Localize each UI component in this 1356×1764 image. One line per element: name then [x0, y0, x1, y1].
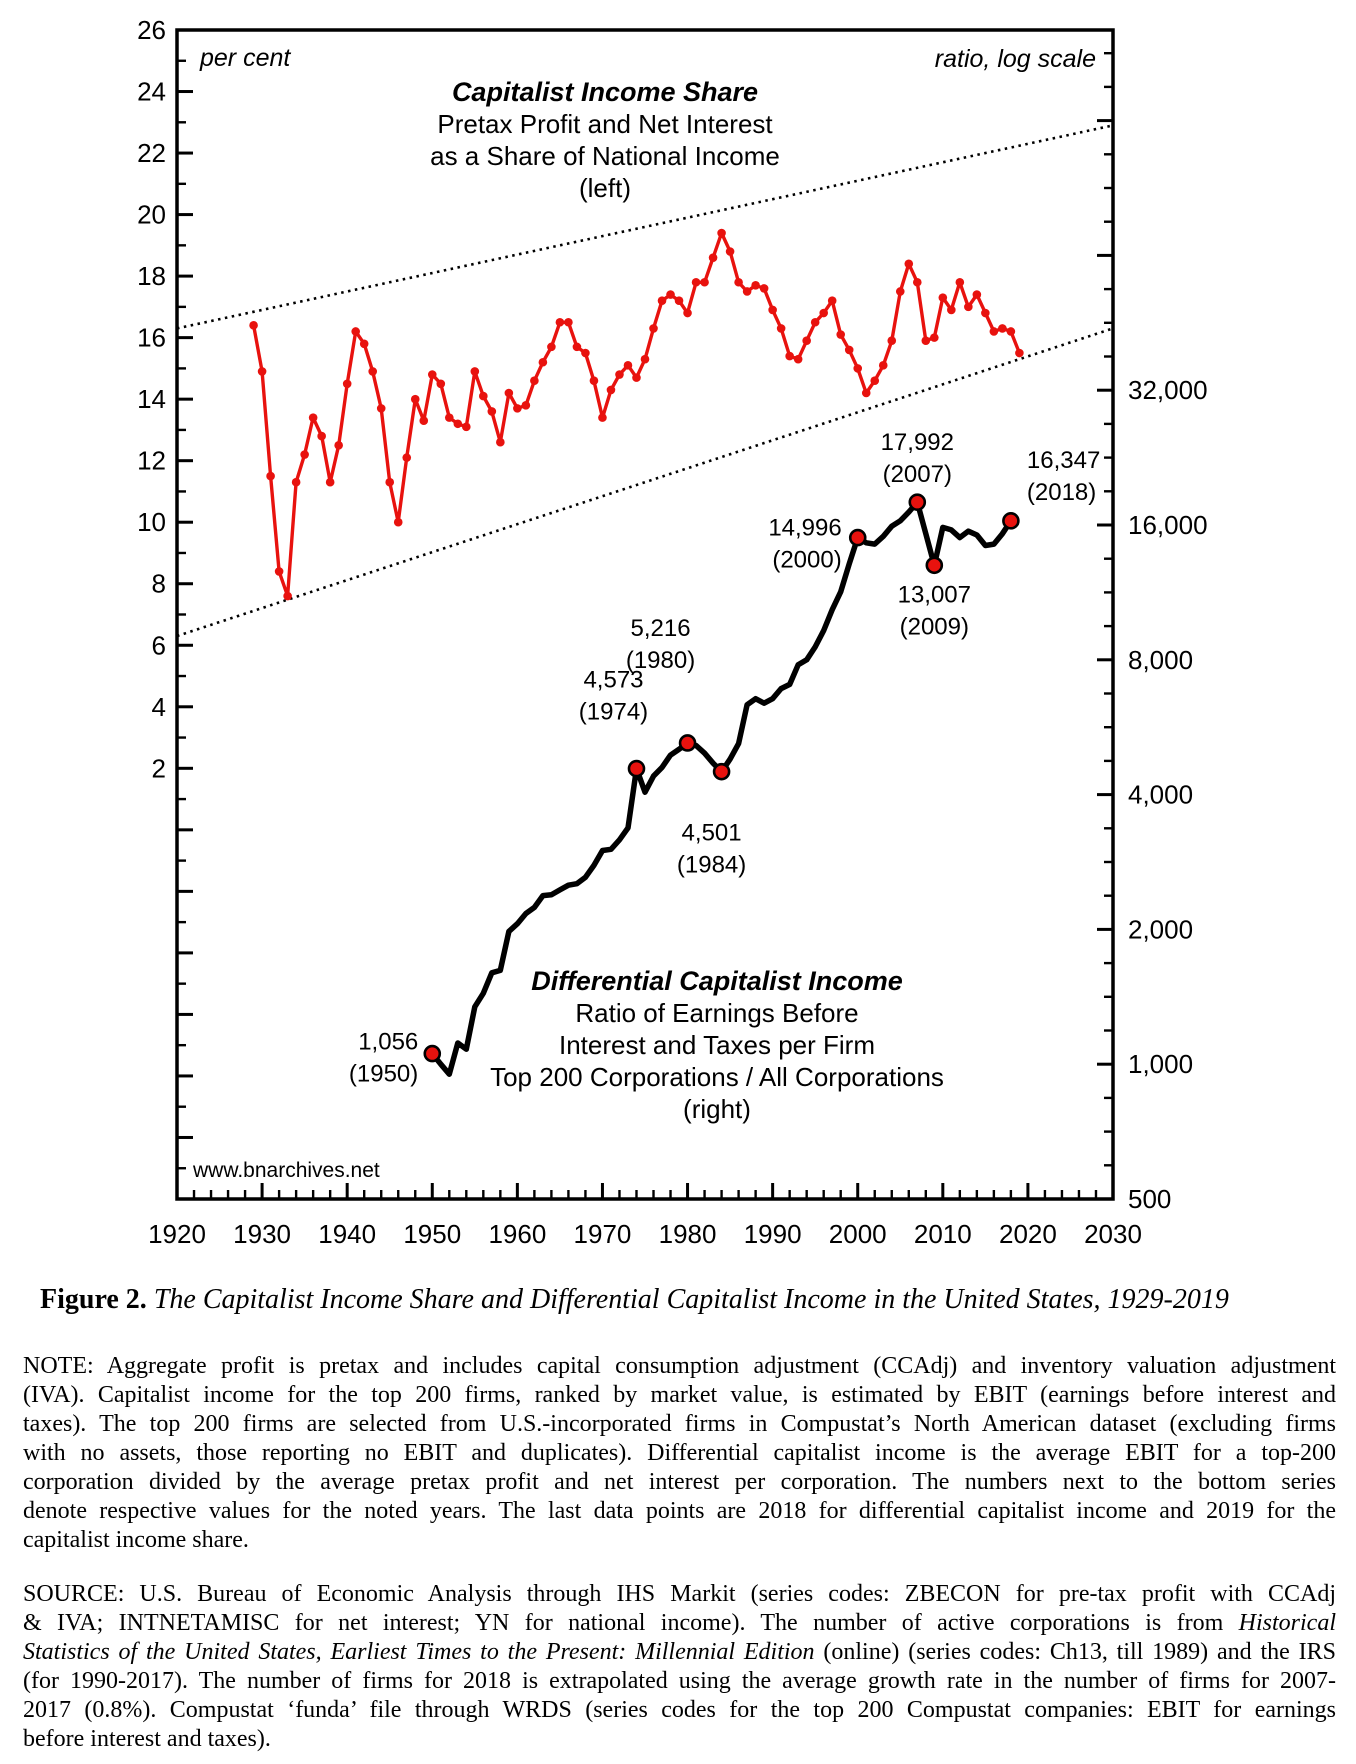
- data-point: [785, 352, 794, 361]
- data-point: [845, 346, 854, 355]
- note-segment: taxes). The top 200 firms are selected from U.S.-incorporated firms in Compustat’s North American dataset (excluding firms: [23, 1411, 1336, 1437]
- source-paragraph: [23, 1580, 1336, 1754]
- annotation-2000: 14,996: [768, 514, 842, 542]
- data-point: [794, 355, 803, 364]
- note-line: [23, 1439, 1336, 1468]
- data-point: [862, 389, 871, 398]
- left-axis-ticks: [137, 15, 193, 1199]
- data-point: [283, 592, 292, 601]
- data-point: [649, 324, 658, 333]
- right-axis-label: 8,000: [1128, 644, 1194, 675]
- data-point: [658, 296, 667, 305]
- right-series-title-line: Interest and Taxes per Firm: [559, 1030, 875, 1060]
- right-series-title-block: [490, 966, 944, 1124]
- source-segment: (for 1990-2017). The number of firms for 2018 is extrapolated using the average growth rate in the number of firms for 2007-: [23, 1668, 1336, 1694]
- data-point: [505, 389, 514, 398]
- note-line: [23, 1381, 1336, 1410]
- data-point: [479, 392, 488, 401]
- labeled-data-point: [850, 530, 865, 545]
- data-point: [411, 395, 420, 404]
- right-axis-label: 32,000: [1128, 375, 1208, 406]
- annotation-2000: (2000): [772, 546, 842, 574]
- annotation-2009: (2009): [899, 613, 969, 641]
- data-point: [462, 423, 471, 432]
- figure-caption: [40, 1284, 1340, 1316]
- data-point: [632, 373, 641, 382]
- data-point: [368, 367, 377, 376]
- data-point: [624, 361, 633, 370]
- data-point: [947, 306, 956, 315]
- annotation-2018: (2018): [1026, 478, 1097, 506]
- data-point: [811, 318, 820, 327]
- labeled-data-point: [927, 558, 942, 573]
- data-point: [436, 379, 445, 388]
- left-series-title-block: [430, 77, 780, 203]
- data-point: [258, 367, 267, 376]
- source-line: [23, 1609, 1336, 1638]
- data-point: [751, 281, 760, 290]
- data-point: [488, 407, 497, 416]
- data-point: [360, 339, 369, 348]
- x-axis-label: 1960: [488, 1219, 547, 1249]
- data-point: [726, 247, 735, 256]
- labeled-data-point: [1003, 513, 1018, 528]
- data-point: [760, 284, 769, 293]
- source-segment: 2017 (0.8%). Compustat ‘funda’ file through WRDS (series codes for the top 200 Compustat companies: EBIT for earnings: [23, 1697, 1336, 1723]
- source-line: [23, 1696, 1336, 1725]
- data-point: [547, 343, 556, 352]
- x-axis-ticks: [148, 1183, 1142, 1249]
- data-point: [777, 324, 786, 333]
- note-segment: NOTE: Aggregate profit is pretax and includes capital consumption adjustment (CCAdj) and inventory valuation adjustment: [23, 1353, 1336, 1379]
- x-axis-label: 1980: [658, 1219, 717, 1249]
- left-axis-label: 16: [137, 322, 166, 353]
- data-point: [870, 376, 879, 385]
- data-point: [564, 318, 573, 327]
- left-series-title-line: (left): [579, 173, 631, 203]
- data-point: [522, 401, 531, 410]
- x-axis-label: 2030: [1084, 1219, 1142, 1249]
- data-point: [309, 413, 318, 422]
- data-point: [956, 278, 965, 287]
- labeled-data-point: [910, 495, 925, 510]
- data-point: [853, 364, 862, 373]
- trend-channel-lower-line: [177, 328, 1113, 636]
- data-point: [802, 336, 811, 345]
- note-segment: (IVA). Capitalist income for the top 200 firms, ranked by market value, is estimated by EBIT (earnings before interest and: [23, 1382, 1336, 1408]
- source-line: [23, 1667, 1336, 1696]
- right-axis-label: 2,000: [1128, 914, 1194, 945]
- x-axis-label: 1930: [233, 1219, 292, 1249]
- data-point: [819, 309, 828, 318]
- data-point: [249, 321, 258, 330]
- x-axis-label: 1990: [743, 1219, 802, 1249]
- data-point: [700, 278, 709, 287]
- data-point: [1015, 349, 1024, 358]
- x-axis-label: 2000: [828, 1219, 887, 1249]
- left-series-title-line: as a Share of National Income: [430, 141, 780, 171]
- data-point: [683, 309, 692, 318]
- data-point: [343, 379, 352, 388]
- data-point: [922, 336, 931, 345]
- data-point: [471, 367, 480, 376]
- annotation-2007: (2007): [882, 461, 952, 489]
- data-point: [598, 413, 607, 422]
- x-axis-label: 2020: [998, 1219, 1057, 1249]
- labeled-data-point: [714, 764, 729, 779]
- data-point: [317, 432, 326, 441]
- data-point: [454, 419, 463, 428]
- data-point: [334, 441, 343, 450]
- x-axis-label: 1970: [573, 1219, 632, 1249]
- data-point: [539, 358, 548, 367]
- data-point: [743, 287, 752, 296]
- left-axis-label: 6: [151, 630, 166, 661]
- right-axis-label: 16,000: [1128, 510, 1208, 540]
- source-segment: & IVA; INTNETAMISC for net interest; YN for national income). The number of active corporations is from: [23, 1610, 1239, 1636]
- note-line: [23, 1352, 1336, 1381]
- data-point: [573, 343, 582, 352]
- data-point: [1007, 327, 1016, 336]
- data-point: [836, 330, 845, 339]
- left-series-title-line: Pretax Profit and Net Interest: [437, 109, 773, 139]
- annotation-1974: 4,573: [583, 666, 644, 694]
- data-point: [275, 567, 284, 576]
- data-point: [419, 416, 428, 425]
- annotation-1984: 4,501: [681, 819, 742, 847]
- note-line: [23, 1468, 1336, 1497]
- note-line: [23, 1497, 1336, 1526]
- right-series-title-line: Top 200 Corporations / All Corporations: [490, 1062, 944, 1092]
- data-point: [675, 296, 684, 305]
- annotation-1980: 5,216: [630, 614, 691, 642]
- source-line: [23, 1580, 1336, 1609]
- data-point: [556, 318, 565, 327]
- annotation-2007: 17,992: [880, 429, 954, 457]
- watermark: www.bnarchives.net: [193, 1159, 380, 1182]
- annotation-1980: (1980): [625, 646, 696, 674]
- source-segment: before interest and taxes).: [23, 1726, 271, 1752]
- data-point: [879, 361, 888, 370]
- source-italic-segment: Statistics of the United States, Earliest Times to the Present: Millennial Edition: [23, 1639, 815, 1665]
- note-segment: corporation divided by the average pretax profit and net interest per corporation. The numbers next to the bottom series: [23, 1469, 1336, 1495]
- right-series-title-line: Ratio of Earnings Before: [575, 998, 859, 1028]
- data-point: [445, 413, 454, 422]
- left-axis-label: 2: [151, 753, 166, 784]
- capitalist-income-share-line: [254, 233, 1020, 596]
- note-paragraph: [23, 1352, 1336, 1555]
- x-axis-label: 1950: [403, 1219, 462, 1249]
- source-line: [23, 1725, 1336, 1754]
- figure-caption-title: The Capitalist Income Share and Differential Capitalist Income in the United States, 1929-2019: [153, 1284, 1229, 1315]
- right-series-title-line: (right): [683, 1094, 751, 1124]
- data-point: [828, 296, 837, 305]
- data-point: [300, 450, 309, 459]
- left-axis-label: 26: [137, 15, 166, 45]
- left-series-title-line: Capitalist Income Share: [451, 77, 759, 107]
- data-point: [768, 306, 777, 315]
- data-point: [666, 290, 675, 299]
- data-point: [590, 376, 599, 385]
- data-point: [990, 327, 999, 336]
- data-point: [717, 229, 726, 238]
- data-point: [734, 278, 743, 287]
- data-point: [292, 478, 301, 487]
- data-point: [896, 287, 905, 296]
- left-axis-label: 4: [151, 691, 166, 722]
- source-segment: (online) (series codes: Ch13, till 1989) and the IRS: [814, 1639, 1336, 1665]
- data-point: [615, 370, 624, 379]
- labeled-data-point: [629, 761, 644, 776]
- labeled-data-point: [680, 735, 695, 750]
- left-axis-label: 20: [137, 199, 166, 230]
- data-point: [998, 324, 1007, 333]
- data-point: [887, 336, 896, 345]
- right-series-title-line: Differential Capitalist Income: [531, 966, 903, 996]
- data-point: [513, 404, 522, 413]
- right-axis-label: 1,000: [1128, 1049, 1194, 1080]
- left-axis-label: 8: [151, 568, 166, 599]
- x-axis-label: 1920: [148, 1219, 206, 1249]
- data-point: [428, 370, 437, 379]
- annotation-1984: (1984): [676, 851, 747, 879]
- data-point: [326, 478, 335, 487]
- right-axis-title: ratio, log scale: [934, 45, 1096, 73]
- note-segment: denote respective values for the noted years. The last data points are 2018 for differential capitalist income and 2019 for the: [23, 1498, 1336, 1524]
- note-line: [23, 1410, 1336, 1439]
- data-point: [402, 453, 411, 462]
- data-point: [581, 349, 590, 358]
- left-axis-label: 12: [137, 445, 166, 476]
- data-point: [709, 253, 718, 262]
- data-point: [385, 478, 394, 487]
- annotation-2018: 16,347: [1026, 446, 1101, 474]
- data-point: [692, 278, 701, 287]
- annotation-1950: (1950): [348, 1060, 419, 1088]
- x-axis-label: 1940: [318, 1219, 377, 1249]
- annotation-1950: 1,056: [358, 1028, 419, 1056]
- data-point: [981, 309, 990, 318]
- annotation-2009: 13,007: [897, 581, 972, 609]
- data-point: [964, 303, 973, 312]
- data-point: [351, 327, 360, 336]
- data-point: [939, 293, 948, 302]
- left-axis-label: 18: [137, 261, 166, 292]
- capitalist-income-share-markers: [249, 229, 1023, 601]
- data-point: [266, 472, 275, 481]
- data-point: [394, 518, 403, 527]
- data-point: [904, 260, 913, 269]
- data-point: [913, 278, 922, 287]
- figure-caption-number: Figure 2.: [40, 1284, 154, 1315]
- left-axis-label: 22: [137, 138, 166, 169]
- note-line: [23, 1526, 1336, 1555]
- source-italic-segment: Historical: [1238, 1610, 1336, 1636]
- data-point: [641, 355, 650, 364]
- left-axis-label: 24: [137, 76, 166, 107]
- right-axis-label: 4,000: [1128, 779, 1194, 810]
- annotation-1974: (1974): [578, 698, 649, 726]
- left-axis-label: 10: [137, 507, 166, 538]
- left-axis-title: per cent: [200, 44, 291, 72]
- data-point: [973, 290, 982, 299]
- data-point: [530, 376, 539, 385]
- data-point: [496, 438, 505, 447]
- right-axis-label: 500: [1128, 1184, 1172, 1214]
- left-axis-label: 14: [137, 384, 166, 415]
- data-point: [607, 386, 616, 395]
- source-segment: SOURCE: U.S. Bureau of Economic Analysis through IHS Markit (series codes: ZBECON for pre-tax profit with CCAdj: [23, 1581, 1336, 1607]
- note-segment: capitalist income share.: [23, 1527, 249, 1553]
- labeled-data-point: [425, 1046, 440, 1061]
- data-point: [377, 404, 386, 413]
- x-axis-label: 2010: [913, 1219, 972, 1249]
- note-segment: with no assets, those reporting no EBIT and duplicates). Differential capitalist income is the average EBIT for a top-200: [23, 1440, 1336, 1466]
- data-point: [930, 333, 939, 342]
- source-line: [23, 1638, 1336, 1667]
